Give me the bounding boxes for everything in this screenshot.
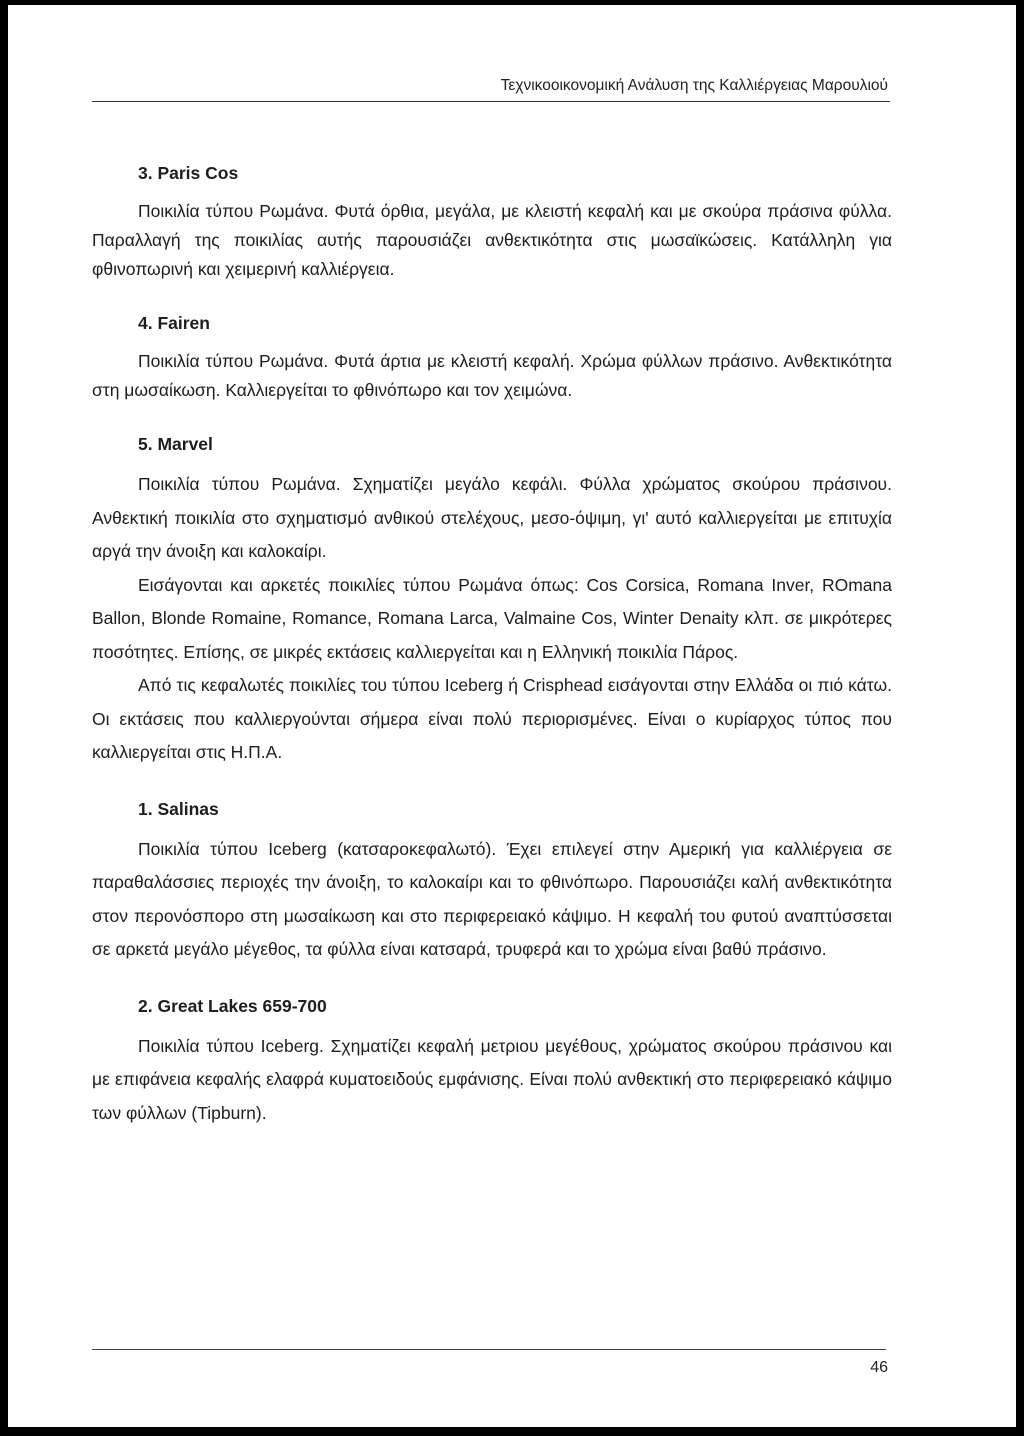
section-heading-paris-cos: 3. Paris Cos bbox=[138, 163, 239, 183]
page-number: 46 bbox=[870, 1359, 888, 1376]
section-text-fairen: Ποικιλία τύπου Ρωμάνα. Φυτά άρτια με κλειστή κεφαλή. Χρώμα φύλλων πράσινο. Ανθεκτικότητα στη μωσαίκωση. Καλλιεργείται το φθινόπωρο και τον χειμώνα. bbox=[92, 351, 892, 400]
paragraph-iceberg-intro: Από τις κεφαλωτές ποικιλίες του τύπου Iceberg ή Crisphead εισάγονται στην Ελλάδα οι πιό κάτω. Οι εκτάσεις που καλλιεργούνται σήμερα είναι πολύ περιορισμένες. Είναι ο κυρίαρχος τύπος που καλλιεργείται στις Η.Π.Α. bbox=[92, 675, 892, 762]
section-heading-great-lakes: 2. Great Lakes 659-700 bbox=[138, 995, 327, 1016]
paragraph-imported-varieties: Εισάγονται και αρκετές ποικιλίες τύπου Ρωμάνα όπως: Cos Corsica, Romana Inver, ROmana Ballon, Blonde Romaine, Romance, Romana Larca, Valmaine Cos, Winter Denaity κλπ. σε μικρότερες ποσότητες. Επίσης, σε μικρές εκτάσεις καλλιεργείται και η Ελληνική ποικιλία Πάρος. bbox=[92, 574, 892, 662]
section-heading-fairen: 4. Fairen bbox=[138, 313, 210, 333]
section-text-paris-cos: Ποικιλία τύπου Ρωμάνα. Φυτά όρθια, μεγάλα, με κλειστή κεφαλή και με σκούρα πράσινα φύλλα. Παραλλαγή της ποικιλίας αυτής παρουσιάζει ανθεκτικότητα στις μωσαϊκώσεις. Κατάλληλη για φθινοπωρινή και χειμερινή καλλιέργεια. bbox=[92, 201, 892, 279]
document-page bbox=[8, 5, 1016, 1427]
running-header: Τεχνικοοικονομική Ανάλυση της Καλλιέργειας Μαρουλιού bbox=[500, 77, 888, 94]
section-heading-marvel: 5. Marvel bbox=[138, 434, 213, 454]
section-text-salinas: Ποικιλία τύπου Iceberg (κατσαροκεφαλωτό). Έχει επιλεγεί στην Αμερική για καλλιέργεια σε παραθαλάσσιες περιοχές την άνοιξη, το καλοκαίρι και το φθινόπωρο. Παρουσιάζει καλή ανθεκτικότητα στον περονόσπορο στη μωσαίκωση και στο περιφερειακό κάψιμο. Η κεφαλή του φυτού αναπτύσσεται σε αρκετά μεγάλο μέγεθος, τα φύλλα είναι κατσαρά, τρυφερά και το χρώμα είναι βαθύ πράσινο. bbox=[92, 838, 892, 959]
section-text-great-lakes: Ποικιλία τύπου Iceberg. Σχηματίζει κεφαλή μετριου μεγέθους, χρώματος σκούρου πράσινου και με επιφάνεια κεφαλής ελαφρά κυματοειδούς εμφάνισης. Είναι πολύ ανθεκτική στο περιφερειακό κάψιμο των φύλλων (Tipburn). bbox=[92, 1035, 892, 1123]
section-heading-salinas: 1. Salinas bbox=[138, 798, 219, 819]
section-text-marvel: Ποικιλία τύπου Ρωμάνα. Σχηματίζει μεγάλο κεφάλι. Φύλλα χρώματος σκούρου πράσινου. Ανθεκτική ποικιλία στο σχηματισμό ανθικού στελέχους, μεσο-όψιμη, γι' αυτό καλλιεργείται με επιτυχία αργά την άνοιξη και καλοκαίρι. bbox=[92, 474, 892, 561]
footer-rule bbox=[92, 1349, 886, 1350]
header-rule bbox=[92, 101, 890, 102]
page-content bbox=[92, 159, 892, 1130]
